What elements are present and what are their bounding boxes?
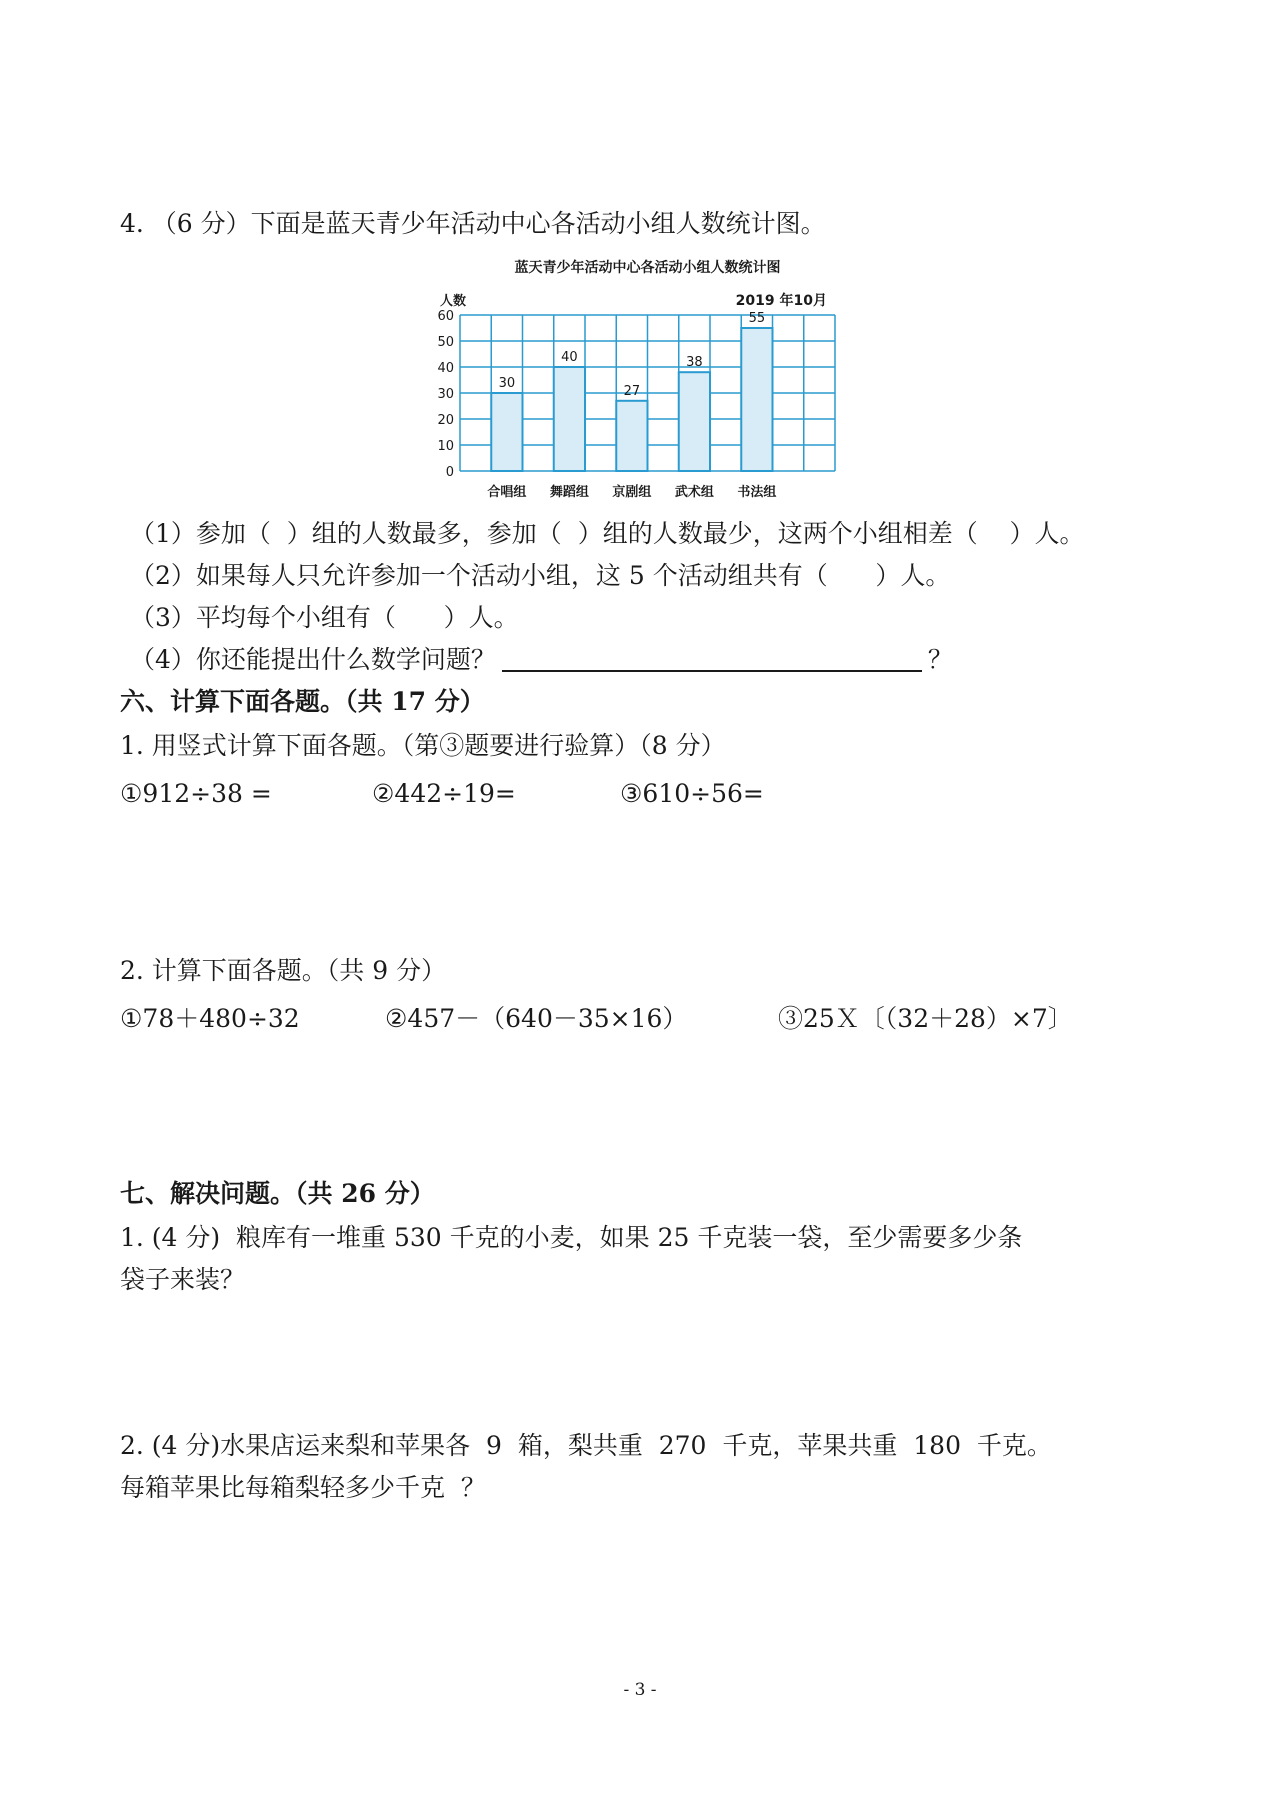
bar: [491, 393, 522, 471]
data-label: 55: [748, 311, 766, 326]
section7-q2-line2: 每箱苹果比每箱梨轻多少千克 ？: [120, 1473, 486, 1502]
x-tick-label: 京剧组: [612, 485, 652, 500]
bar-chart-svg: [430, 252, 850, 502]
calc-expr-3: ③25Ｘ〔（32＋28）×7〕: [778, 1004, 1073, 1033]
y-tick-label: 60: [437, 309, 454, 324]
y-axis-label: 人数: [440, 294, 467, 309]
x-tick-label: 书法组: [737, 485, 777, 500]
y-tick-label: 40: [437, 361, 454, 376]
data-label: 27: [623, 383, 641, 399]
calc-expr-1: ①78＋480÷32: [120, 1004, 300, 1033]
bar: [679, 372, 710, 471]
bar-chart: [430, 252, 850, 502]
calc-item-2: ②442÷19=: [372, 779, 516, 808]
data-label: 30: [498, 376, 516, 391]
q4-sub4-prefix: （4）你还能提出什么数学问题？: [130, 645, 496, 674]
page-number: - 3 -: [623, 1680, 657, 1700]
calc-item-1: ①912÷38 =: [120, 779, 272, 808]
q4-sub4: [130, 644, 953, 676]
q4-sub2: （2）如果每人只允许参加一个活动小组，这 5 个活动组共有（ ）人。: [130, 561, 951, 590]
data-label: 40: [561, 350, 578, 365]
section6-heading: 六、计算下面各题。（共 17 分）: [120, 687, 485, 716]
q4-sub3: （3）平均每个小组有（ ）人。: [130, 603, 519, 632]
calc-item-3: ③610÷56=: [620, 779, 764, 808]
section6-q1-heading: 1. 用竖式计算下面各题。（第③题要进行验算）（8 分）: [120, 731, 726, 760]
x-tick-label: 武术组: [674, 485, 714, 500]
section7-heading: 七、解决问题。（共 26 分）: [120, 1179, 435, 1208]
chart-date: 2019 年10月: [735, 293, 827, 309]
data-label: 38: [686, 355, 703, 371]
y-tick-label: 30: [437, 387, 454, 402]
y-tick-label: 50: [437, 335, 454, 350]
x-tick-label: 舞蹈组: [549, 485, 589, 500]
section6-q2-heading: 2. 计算下面各题。（共 9 分）: [120, 956, 447, 985]
y-tick-label: 10: [437, 439, 454, 454]
x-tick-label: 合唱组: [487, 485, 527, 500]
bar: [741, 328, 772, 471]
calc-expr-2: ②457－（640－35×16）: [385, 1004, 688, 1033]
answer-blank-line: [502, 646, 922, 672]
y-tick-label: 0: [445, 465, 454, 480]
section7-q1-line1: 1. (4 分) 粮库有一堆重 530 千克的小麦，如果 25 千克装一袋，至少需要多少条: [120, 1223, 1023, 1252]
q4-sub1: （1）参加（ ）组的人数最多，参加（ ）组的人数最少，这两个小组相差（ ）人。: [130, 519, 1085, 548]
q4-heading: 4. （6 分）下面是蓝天青少年活动中心各活动小组人数统计图。: [120, 209, 826, 238]
y-tick-label: 20: [437, 413, 454, 428]
section7-q2-line1: 2. (4 分)水果店运来梨和苹果各 9 箱，梨共重 270 千克，苹果共重 180 千克。: [120, 1431, 1052, 1460]
section7-q1-line2: 袋子来装？: [120, 1265, 246, 1294]
bar: [616, 401, 647, 471]
q4-sub4-suffix: ？: [927, 645, 953, 674]
bar: [554, 367, 585, 471]
chart-title: 蓝天青少年活动中心各活动小组人数统计图: [514, 260, 781, 276]
